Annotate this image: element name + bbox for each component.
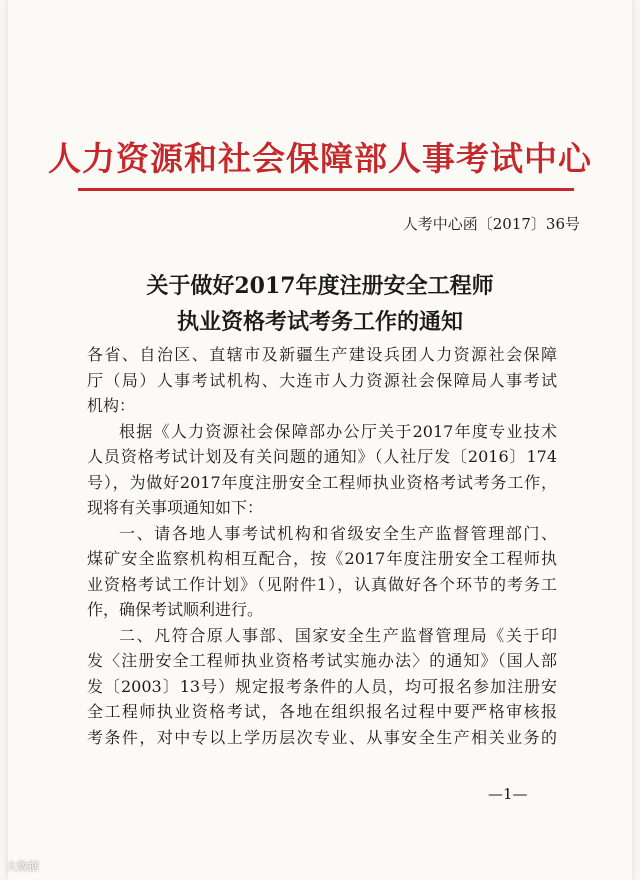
body-line: 厅（局）人事考试机构、大连市人力资源社会保障局人事考试	[87, 370, 557, 390]
body-line: 现将有关事项通知如下：	[87, 498, 264, 517]
page-number: —1—	[488, 785, 528, 803]
body-line: 全工程师执业资格考试，各地在组织报名过程中要严格审核报	[87, 702, 557, 721]
body-line: 机构：	[87, 396, 136, 415]
body-line: 考条件，对中专以上学历层次专业、从事安全生产相关业务的	[87, 727, 557, 747]
body-line: 根据《人力资源社会保障部办公厅关于2017年度专业技术	[119, 421, 557, 441]
body-line: 煤矿安全监察机构相互配合，按《2017年度注册安全工程师执	[87, 549, 557, 568]
body-line: 发〔2003〕13号）规定报考条件的人员，均可报名参加注册安	[87, 676, 557, 696]
document-number: 人考中心函〔2017〕36号	[402, 215, 580, 233]
body-line: 作，确保考试顺利进行。	[87, 600, 264, 619]
title-line: 关于做好2017年度注册安全工程师	[146, 273, 494, 299]
body-line: 一、请各地人事考试机构和省级安全生产监督管理部门、	[119, 523, 557, 543]
watermark: 大数据	[6, 860, 39, 873]
body-line: 发〈注册安全工程师执业资格考试实施办法〉的通知》（国人部	[87, 651, 557, 670]
body-line: 人员资格考试计划及有关问题的通知》（人社厅发〔2016〕174	[87, 447, 557, 466]
body-line: 二、凡符合原人事部、国家安全生产监督管理局《关于印	[119, 625, 557, 645]
issuer-header: 人力资源和社会保障部人事考试中心	[48, 139, 592, 178]
body-line: 各省、自治区、直辖市及新疆生产建设兵团人力资源社会保障	[87, 345, 557, 364]
title-line: 执业资格考试考务工作的通知	[176, 309, 463, 335]
document-title	[0, 268, 640, 340]
red-divider-line	[78, 188, 574, 191]
body-line: 号），为做好2017年度注册安全工程师执业资格考试考务工作，	[87, 472, 557, 492]
document-body	[87, 342, 557, 750]
body-line: 业资格考试工作计划》（见附件1），认真做好各个环节的考务工	[87, 574, 557, 594]
